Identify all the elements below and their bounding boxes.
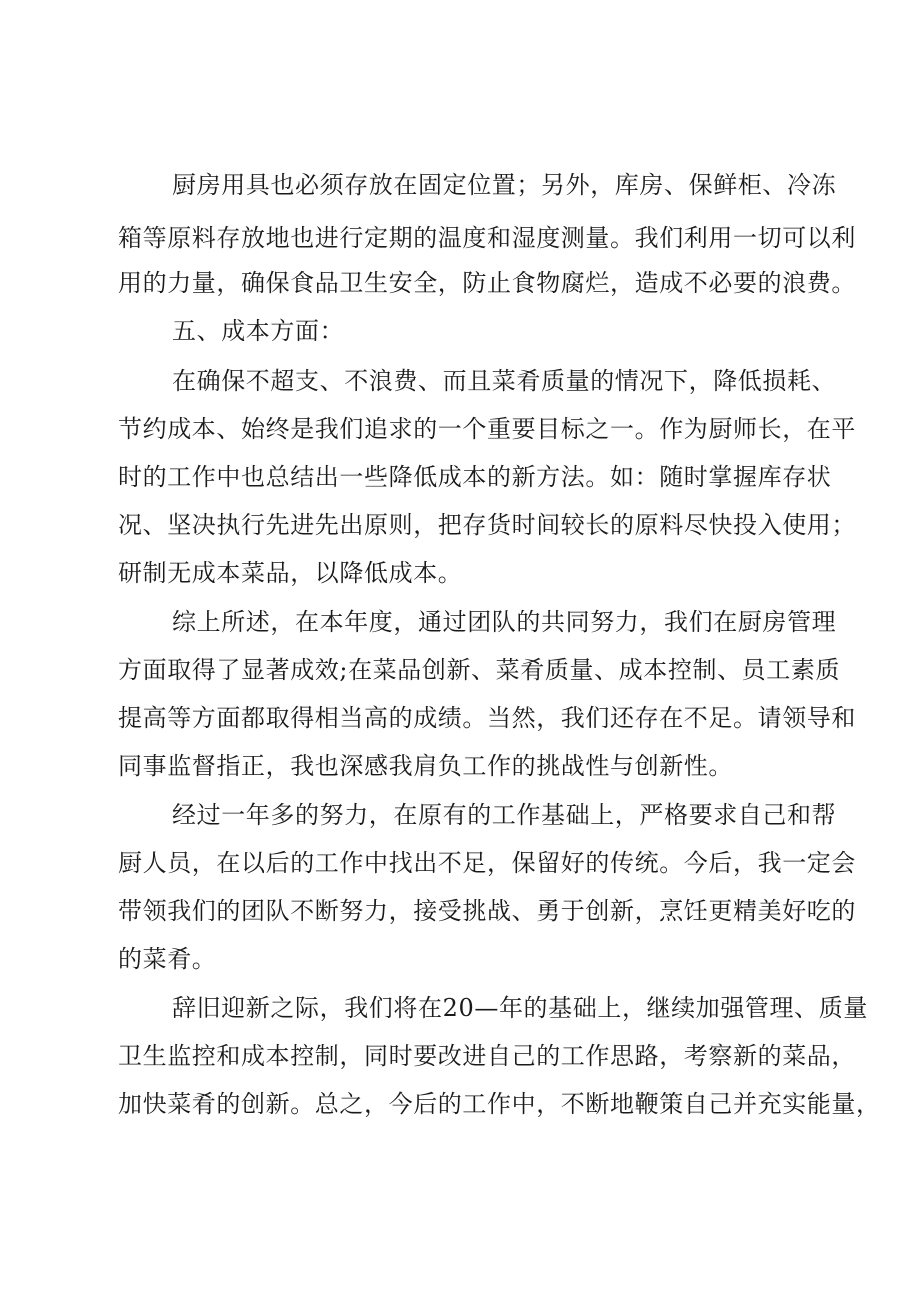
- text-line-18: 辞旧迎新之际，我们将在20—年的基础上，继续加强管理、质量: [172, 994, 868, 1022]
- text-line-8: 况、坚决执行先进先出原则，把存货时间较长的原料尽快投入使用；: [118, 511, 856, 539]
- text-line-17: 的菜肴。: [118, 945, 217, 973]
- text-line-12: 提高等方面都取得相当高的成绩。当然，我们还存在不足。请领导和: [118, 704, 856, 732]
- text-line-1: 厨房用具也必须存放在固定位置；另外，库房、保鲜柜、冷冻: [172, 171, 837, 199]
- text-line-15: 厨人员，在以后的工作中找出不足，保留好的传统。今后，我一定会: [118, 849, 856, 877]
- text-line-9: 研制无成本菜品，以降低成本。: [118, 559, 463, 587]
- text-line-5: 在确保不超支、不浪费、而且菜肴质量的情况下，降低损耗、: [172, 367, 837, 395]
- text-line-11: 方面取得了显著成效;在菜品创新、菜肴质量、成本控制、员工素质: [118, 656, 841, 684]
- text-line-2: 箱等原料存放地也进行定期的温度和湿度测量。我们利用一切可以利: [118, 224, 856, 252]
- section-heading-cost: 五、成本方面：: [172, 317, 345, 345]
- text-line-6: 节约成本、始终是我们追求的一个重要目标之一。作为厨师长，在平: [118, 415, 856, 443]
- text-line-16: 带领我们的团队不断努力，接受挑战、勇于创新，烹饪更精美好吃的: [118, 897, 856, 925]
- text-line-20: 加快菜肴的创新。总之，今后的工作中，不断地鞭策自己并充实能量，: [118, 1090, 881, 1118]
- text-line-3: 用的力量，确保食品卫生安全，防止食物腐烂，造成不必要的浪费。: [118, 269, 856, 297]
- text-line-19: 卫生监控和成本控制，同时要改进自己的工作思路，考察新的菜品，: [118, 1042, 856, 1070]
- text-line-13: 同事监督指正，我也深感我肩负工作的挑战性与创新性。: [118, 752, 733, 780]
- text-line-14: 经过一年多的努力，在原有的工作基础上，严格要求自己和帮: [172, 801, 837, 829]
- text-line-7: 时的工作中也总结出一些降低成本的新方法。如：随时掌握库存状: [118, 463, 832, 491]
- text-line-10: 综上所述，在本年度，通过团队的共同努力，我们在厨房管理: [172, 608, 837, 636]
